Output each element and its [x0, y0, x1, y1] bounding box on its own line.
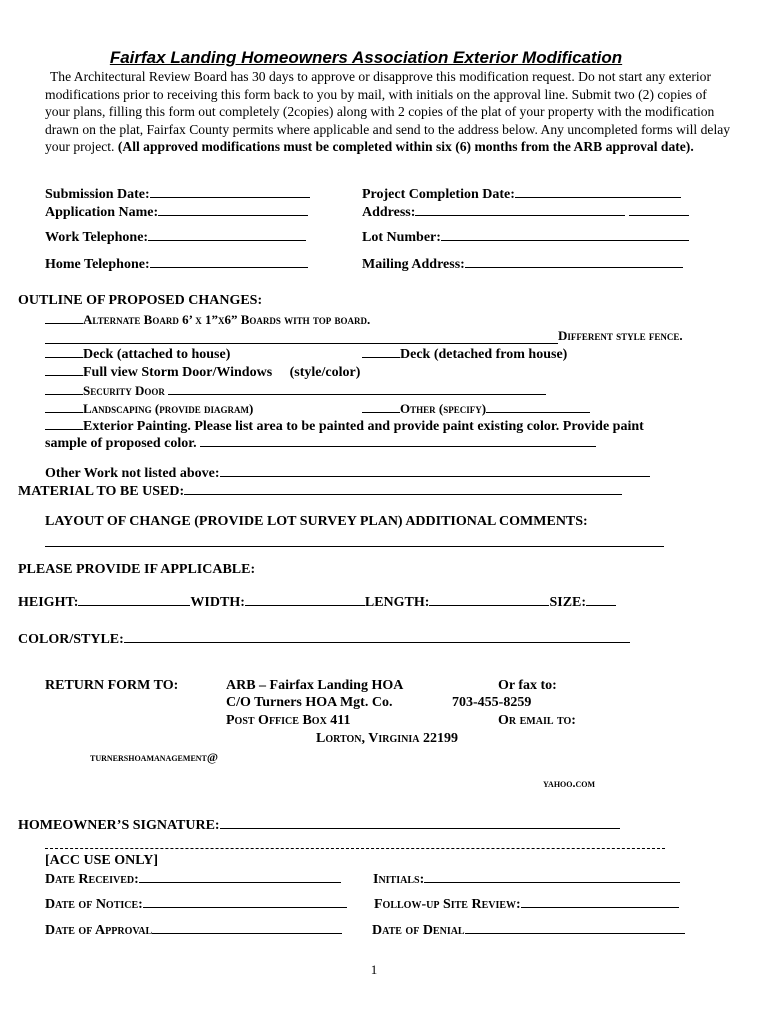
date-denial-label: Date of Denial [372, 923, 465, 938]
home-telephone-label: Home Telephone: [45, 257, 150, 272]
length-label: LENGTH: [364, 595, 430, 610]
return-line-2: C/O Turners HOA Mgt. Co. [226, 695, 393, 710]
checkbox-line[interactable] [45, 393, 83, 395]
checkbox-line[interactable] [45, 374, 83, 376]
option-deck-attached[interactable] [45, 347, 230, 363]
outline-heading: OUTLINE OF PROPOSED CHANGES: [18, 293, 263, 308]
work-telephone-label: Work Telephone: [45, 230, 149, 245]
initials-field[interactable] [373, 872, 680, 888]
intro-text: The Architectural Review Board has 30 days to approve or disapprove this modification request. Do not start any exterior modifications prior to receiving this form back to you by mail, with initials on the approval line. Submit two (2) copies of your plans, filling this form out completely (2copies) along with 2 copies of the plat of your property with the modification drawn on the plat, Fairfax County permits where applicable and send to the address below. Any uncompleted forms will delay your project. [45, 69, 731, 155]
initials-line[interactable] [424, 881, 680, 883]
option-storm-door[interactable] [45, 365, 360, 381]
material-line[interactable] [184, 493, 622, 495]
follow-up-label: Follow-up Site Review: [374, 897, 521, 912]
home-telephone-line[interactable] [150, 266, 308, 268]
follow-up-line[interactable] [521, 906, 679, 908]
sample-color-label: sample of proposed color. [45, 436, 197, 451]
width-label: WIDTH: [190, 595, 245, 610]
submission-date-field[interactable] [45, 187, 310, 203]
date-approval-line[interactable] [152, 932, 342, 934]
fax-number: 703-455-8259 [452, 695, 532, 710]
option-landscaping[interactable] [45, 401, 253, 417]
checkbox-line[interactable] [45, 411, 83, 413]
signature-label: HOMEOWNER’S SIGNATURE: [18, 818, 220, 833]
height-label: HEIGHT: [18, 595, 79, 610]
option-other[interactable] [362, 401, 590, 417]
work-telephone-field[interactable] [45, 230, 306, 246]
color-style-line[interactable] [124, 641, 630, 643]
application-name-label: Application Name: [45, 205, 159, 220]
intro-paragraph [45, 68, 735, 156]
fax-label: Or fax to: [498, 678, 557, 693]
date-received-field[interactable] [45, 872, 341, 888]
email-part-2: yahoo.com [543, 776, 596, 790]
return-line-1: ARB – Fairfax Landing HOA [226, 678, 404, 693]
option-exterior-painting[interactable] [45, 419, 644, 435]
size-line[interactable] [586, 604, 616, 606]
sample-color-field[interactable] [45, 436, 596, 452]
email-part-1: turnershoamanagement@ [90, 750, 219, 764]
acc-use-label: [ACC USE ONLY] [45, 853, 159, 868]
address-line-1[interactable] [415, 214, 625, 216]
width-line[interactable] [245, 604, 365, 606]
date-approval-label: Date of Approval [45, 923, 153, 938]
project-completion-label: Project Completion Date: [362, 187, 515, 202]
project-completion-field[interactable] [362, 187, 681, 203]
sample-color-line[interactable] [200, 445, 596, 447]
option-alt-board[interactable] [45, 312, 370, 328]
signature-line[interactable] [220, 827, 620, 829]
height-line[interactable] [78, 604, 190, 606]
material-label: MATERIAL TO BE USED: [18, 484, 185, 499]
date-received-line[interactable] [139, 881, 341, 883]
checkbox-line[interactable] [45, 428, 83, 430]
color-style-label: COLOR/STYLE: [18, 632, 124, 647]
section-divider [45, 848, 665, 849]
size-label: SIZE: [549, 595, 587, 610]
home-telephone-field[interactable] [45, 257, 308, 273]
dimensions-row[interactable] [18, 595, 616, 611]
material-field[interactable] [18, 484, 622, 500]
option-security-door-label: Security Door [83, 383, 165, 398]
address-label: Address: [362, 205, 416, 220]
lot-number-label: Lot Number: [362, 230, 441, 245]
return-form-label: RETURN FORM TO: [45, 678, 179, 693]
option-landscaping-label: Landscaping (provide diagram) [83, 401, 254, 416]
other-work-label: Other Work not listed above: [45, 466, 220, 481]
submission-date-line[interactable] [150, 196, 310, 198]
option-different-fence: Different style fence. [558, 328, 683, 343]
date-notice-field[interactable] [45, 897, 347, 913]
application-name-line[interactable] [158, 214, 308, 216]
return-line-3: Post Office Box 411 [226, 713, 351, 728]
other-work-line[interactable] [220, 475, 650, 477]
return-line-4: Lorton, Virginia 22199 [316, 731, 458, 746]
address-field[interactable] [362, 205, 689, 221]
layout-comments-line[interactable] [45, 546, 664, 547]
option-deck-attached-label: Deck (attached to house) [83, 347, 231, 362]
application-name-field[interactable] [45, 205, 308, 221]
checkbox-line[interactable] [362, 411, 400, 413]
fence-blank-line[interactable] [45, 343, 558, 344]
option-style-color-label: (style/color) [289, 365, 361, 380]
mailing-address-line[interactable] [465, 266, 683, 268]
signature-field[interactable] [18, 818, 620, 834]
option-storm-door-label: Full view Storm Door/Windows [83, 365, 273, 380]
page-number: 1 [370, 962, 378, 977]
option-security-door[interactable] [45, 383, 546, 399]
layout-comments-label: LAYOUT OF CHANGE (PROVIDE LOT SURVEY PLAN) ADDITIONAL COMMENTS: [45, 514, 588, 529]
option-exterior-painting-label: Exterior Painting. Please list area to be painted and provide paint existing color. Provide paint [83, 419, 644, 434]
security-door-line[interactable] [168, 393, 546, 395]
option-alt-board-label: Alternate Board 6’ x 1”x6” Boards with top board. [83, 312, 371, 327]
date-notice-label: Date of Notice: [45, 897, 143, 912]
date-received-label: Date Received: [45, 872, 139, 887]
follow-up-field[interactable] [374, 897, 679, 913]
checkbox-line[interactable] [45, 322, 83, 324]
page-title: Fairfax Landing Homeowners Association Exterior Modification [109, 48, 623, 67]
checkbox-line[interactable] [45, 356, 83, 358]
date-denial-field[interactable] [372, 923, 685, 939]
lot-number-field[interactable] [362, 230, 689, 246]
mailing-address-field[interactable] [362, 257, 683, 273]
intro-bold-note: (All approved modifications must be completed within six (6) months from the ARB approval date). [117, 139, 694, 155]
option-other-label: Other (specify) [400, 401, 487, 416]
color-style-field[interactable] [18, 632, 630, 648]
date-notice-line[interactable] [143, 906, 347, 908]
other-specify-line[interactable] [486, 411, 590, 413]
lot-number-line[interactable] [441, 239, 689, 241]
project-completion-line[interactable] [515, 196, 681, 198]
date-approval-field[interactable] [45, 923, 342, 939]
other-work-field[interactable] [45, 466, 650, 482]
date-denial-line[interactable] [465, 932, 685, 934]
work-telephone-line[interactable] [148, 239, 306, 241]
length-line[interactable] [429, 604, 549, 606]
email-label: Or email to: [498, 713, 576, 728]
provide-heading: PLEASE PROVIDE IF APPLICABLE: [18, 562, 256, 577]
initials-label: Initials: [373, 872, 425, 887]
mailing-address-label: Mailing Address: [362, 257, 465, 272]
address-line-2[interactable] [629, 214, 689, 216]
submission-date-label: Submission Date: [45, 187, 150, 202]
option-deck-detached[interactable] [362, 347, 567, 363]
option-deck-detached-label: Deck (detached from house) [400, 347, 568, 362]
checkbox-line[interactable] [362, 356, 400, 358]
